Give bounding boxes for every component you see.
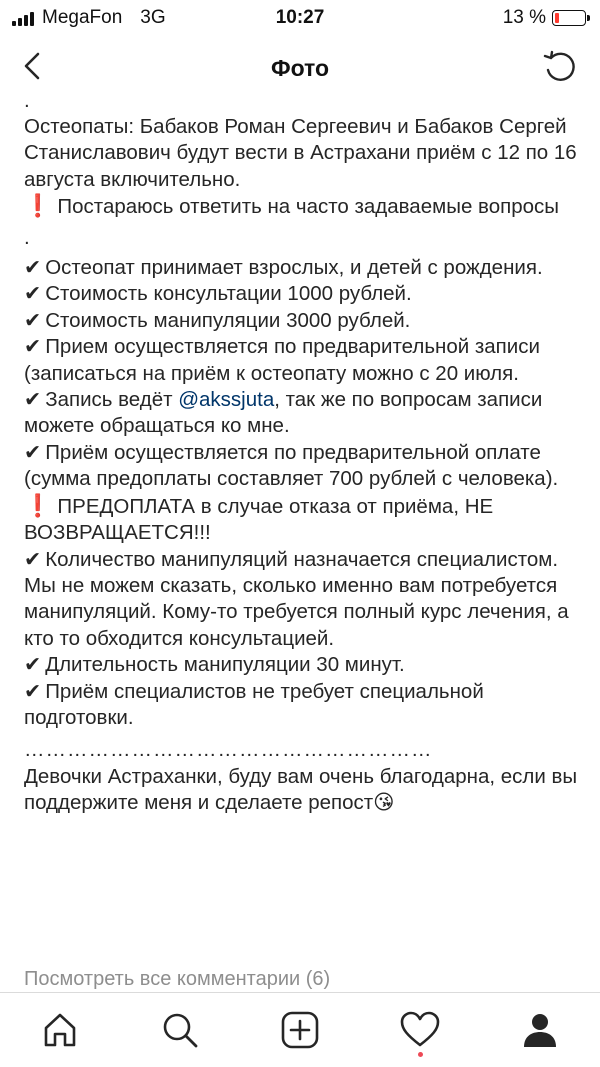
heart-icon — [399, 1010, 441, 1050]
tab-bar — [0, 992, 600, 1067]
exclamation-icon: ❗ — [24, 492, 52, 518]
checkmark-icon: ✔ — [24, 388, 42, 412]
caption-line — [24, 764, 584, 817]
caption-line: Остеопаты: Бабаков Роман Сергеевич и Бабаков Сергей Станиславович будут вести в Астрахани приём с 12 по 16 августа включительно. — [24, 115, 577, 191]
battery-percent: 13 % — [502, 7, 546, 28]
caption-text: Остеопат принимает взрослых, и детей с рождения. — [45, 256, 543, 280]
caption-text: Прием осуществляется по предварительной записи (записаться на приём к остеопату можно с 20 июля. — [24, 335, 540, 385]
caption-line — [24, 387, 584, 440]
caption-line — [24, 193, 584, 220]
tab-profile[interactable] — [515, 1005, 565, 1055]
tab-search[interactable] — [155, 1005, 205, 1055]
caption-text: , так же по вопросам записи можете обращаться ко мне. — [24, 388, 543, 438]
status-right — [503, 7, 586, 29]
caption-line — [24, 308, 584, 334]
caption-text: Запись ведёт — [45, 388, 173, 412]
view-all-comments-link[interactable]: Посмотреть все комментарии (6) — [24, 968, 331, 990]
caption-text: Стоимость консультации 1000 рублей. — [45, 282, 412, 306]
caption-text: ПРЕДОПЛАТА в случае отказа от приёма, НЕ ВОЗВРАЩАЕТСЯ!!! — [24, 494, 494, 545]
caption-line — [24, 255, 584, 281]
tab-activity[interactable] — [395, 1005, 445, 1055]
checkmark-icon: ✔ — [24, 282, 42, 306]
caption-text: Длительность манипуляции 30 минут. — [45, 653, 405, 677]
caption-separator: ………………………………………………… — [24, 738, 433, 762]
nav-bar — [0, 36, 600, 98]
checkmark-icon: ✔ — [24, 653, 42, 677]
battery-icon — [552, 10, 586, 26]
caption-text: Стоимость манипуляции 3000 рублей. — [45, 308, 411, 332]
exclamation-icon: ❗ — [24, 193, 52, 219]
checkmark-icon: ✔ — [24, 679, 42, 703]
tab-new-post[interactable] — [275, 1005, 325, 1055]
page-title: Фото — [270, 55, 330, 81]
caption-line — [24, 281, 584, 307]
post-caption — [24, 89, 584, 817]
checkmark-icon: ✔ — [24, 440, 42, 464]
caption-line: . — [24, 225, 30, 249]
search-icon — [160, 1010, 200, 1050]
caption-text: Количество манипуляций назначается специалистом. Мы не можем сказать, сколько именно вам потребуется манипуляций. Кому-то требуется полный курс лечения, а кто то обходится консультацией. — [24, 547, 569, 650]
checkmark-icon: ✔ — [24, 256, 42, 280]
clock: 10:27 — [275, 7, 325, 28]
kiss-emoji-icon: 😘 — [373, 791, 395, 815]
checkmark-icon: ✔ — [24, 308, 42, 332]
checkmark-icon: ✔ — [24, 547, 42, 571]
caption-text: Девочки Астраханки, буду вам очень благодарна, если вы поддержите меня и сделаете репост — [24, 764, 578, 815]
caption-line — [24, 652, 584, 678]
caption-line — [24, 679, 584, 732]
checkmark-icon: ✔ — [24, 335, 42, 359]
status-bar — [0, 0, 600, 36]
caption-text: Приём специалистов не требует специальной подготовки. — [24, 679, 484, 729]
home-icon — [40, 1010, 80, 1050]
caption-line: . — [24, 89, 30, 112]
tab-home[interactable] — [35, 1005, 85, 1055]
mention-link[interactable]: @akssjuta — [178, 388, 275, 412]
caption-line — [24, 440, 584, 493]
add-post-icon — [280, 1010, 320, 1050]
caption-line — [24, 334, 584, 387]
profile-icon — [520, 1010, 560, 1050]
notification-dot — [418, 1052, 423, 1057]
refresh-icon[interactable] — [540, 48, 580, 88]
caption-line — [24, 493, 584, 547]
caption-text: Приём осуществляется по предварительной оплате (сумма предоплаты составляет 700 рублей с человека). — [24, 440, 559, 491]
caption-line — [24, 547, 584, 653]
network-label: 3G — [140, 7, 166, 28]
caption-text: Постараюсь ответить на часто задаваемые вопросы — [57, 195, 559, 219]
carrier-label: MegaFon — [42, 7, 123, 28]
